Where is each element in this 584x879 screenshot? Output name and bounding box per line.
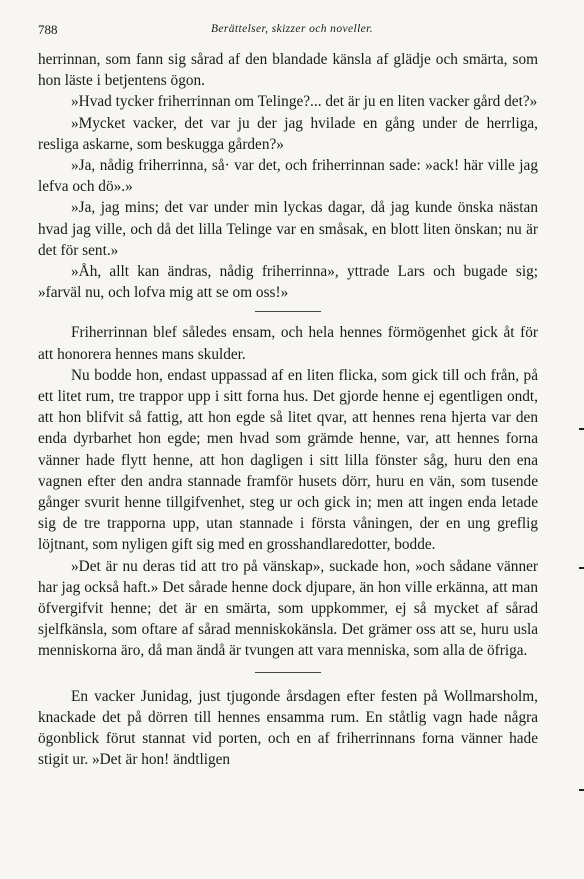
page-number: 788 <box>38 22 58 37</box>
section-divider <box>255 672 321 673</box>
section-1 <box>38 49 538 303</box>
paragraph: »Åh, allt kan ändras, nådig friherrinna», yttrade Lars och bugade sig; »farväl nu, och lofva mig att se om oss!» <box>38 263 538 302</box>
paragraph: »Hvad tycker friherrinnan om Telinge?... det är ju en liten vacker gård det?» <box>71 93 538 111</box>
paragraph: En vacker Junidag, just tjugonde årsdagen efter festen på Wollmarsholm, knackade det på dörren till hennes ensamma rum. En ståtlig vagn hade några ögonblick förut stannat vid porten, och en af friherrinnans forna vänner hade stigit ur. »Det är hon! ändtligen <box>38 687 538 769</box>
margin-mark <box>579 428 584 430</box>
paragraph: »Mycket vacker, det var ju der jag hvilade en gång under de herrliga, resliga askarne, som beskugga gården?» <box>38 114 538 153</box>
section-divider <box>255 311 321 312</box>
paragraph: »Det är nu deras tid att tro på vänskap», suckade hon, »och sådane vänner har jag också haft.» Det sårade henne dock djupare, än hon ville erkänna, att man öfvergifvit henne; det är en smärta, som uppkommer, ej så mycket af sårad sjelfkänsla, som oftare af sårad menniskokänsla. Det grämer oss att se, huru usla menniskorna äro, då man ändå är tvungen att vara menniska, som alla de öfriga. <box>38 557 538 660</box>
margin-mark <box>579 789 584 791</box>
section-2 <box>38 322 538 661</box>
paragraph: herrinnan, som fann sig sårad af den blandade känsla af glädje och smärta, som hon läste i betjentens ögon. <box>38 51 538 90</box>
margin-mark <box>579 567 584 569</box>
section-3 <box>38 686 538 771</box>
running-head: Berättelser, skizzer och noveller. <box>210 23 374 35</box>
paragraph: Nu bodde hon, endast uppassad af en liten flicka, som gick till och från, på ett litet rum, tre trappor upp i sitt forna hus. Det gjorde henne ej egentligen ondt, att hon blifvit så fattig, att hon egde så litet qvar, att hennes rena hjerta var den enda dyrbarhet hon egde; men hvad som grämde henne, var, att hennes forna vänner hade flytt henne, att hon dagligen i sitt lilla fönster såg, huru den ena vagnen efter den andra stannade framför husets dörr, huru en vän, som tusende gånger svurit henne tillgifvenhet, steg ur och gick in; men att ingen enda letade sig de tre trapporna upp, utan stannade i första våningen, der en ung greflig löjtnant, som nyligen gift sig med en grosshandlaredotter, bodde. <box>38 366 538 554</box>
paragraph: »Ja, jag mins; det var under min lyckas dagar, då jag kunde önska nästan hvad jag ville, och då det lilla Telinge var en småsak, en blott liten önskan; nu är det för sent.» <box>38 199 538 259</box>
body-text <box>38 49 538 771</box>
page-header <box>38 22 546 44</box>
paragraph: Friherrinnan blef således ensam, och hela hennes förmögenhet gick åt för att honorera hennes mans skulder. <box>38 324 538 363</box>
paragraph: »Ja, nådig friherrinna, så· var det, och friherrinnan sade: »ack! här ville jag lefva och dö».» <box>38 157 538 196</box>
